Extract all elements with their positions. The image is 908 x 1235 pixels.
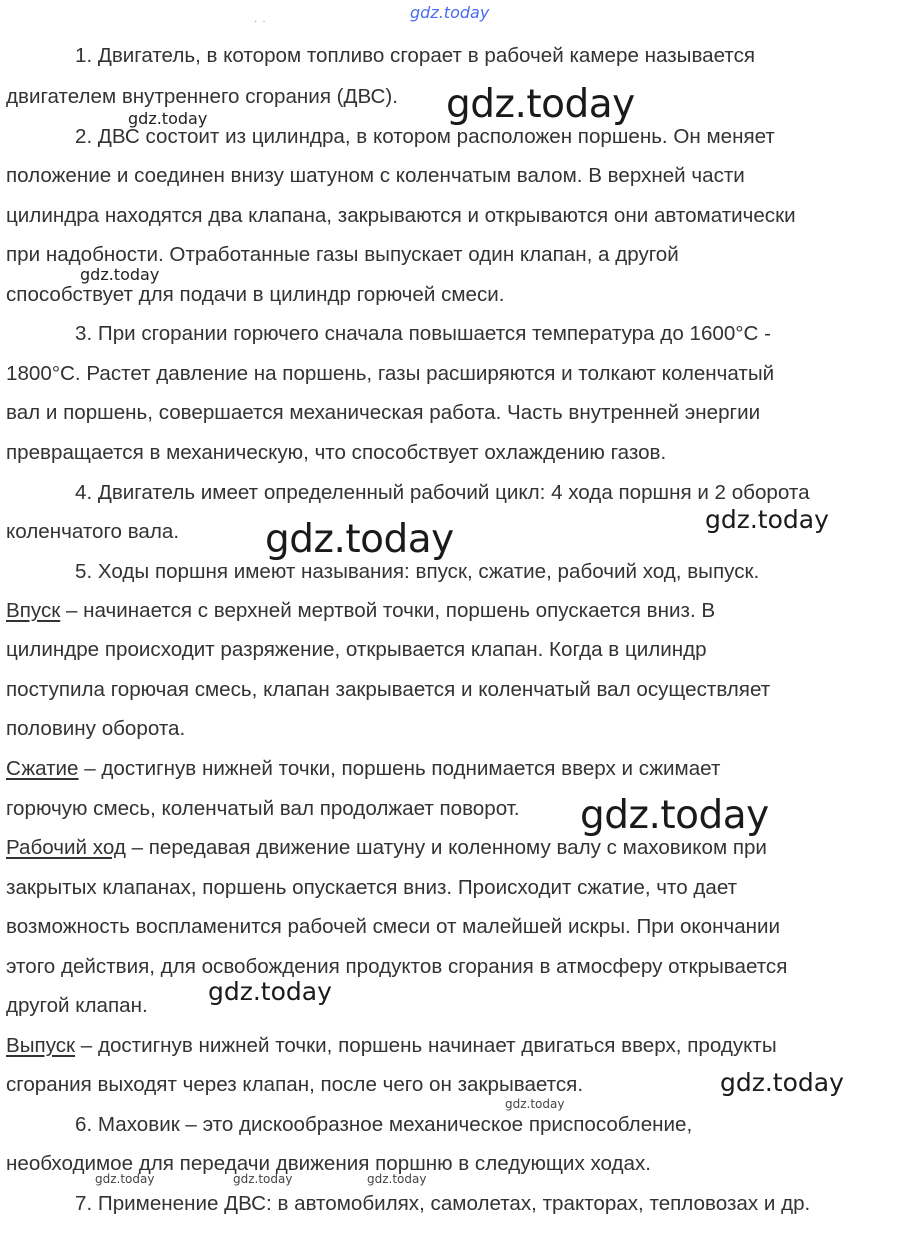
watermark: gdz.today — [233, 1172, 293, 1186]
paragraph-5-line-1: 5. Ходы поршня имеют называния: впуск, сжатие, рабочий ход, выпуск. — [75, 560, 760, 583]
watermark: gdz.today — [580, 793, 769, 838]
power-line-2: закрытых клапанах, поршень опускается вниз. Происходит сжатие, что дает — [6, 876, 738, 899]
exhaust-line-2: сгорания выходят через клапан, после чего он закрывается. — [6, 1073, 584, 1096]
decorative-dots: ·· — [254, 16, 271, 27]
paragraph-1-line-1: 1. Двигатель, в котором топливо сгорает в рабочей камере называется — [75, 44, 756, 67]
paragraph-7-line-1: 7. Применение ДВС: в автомобилях, самолетах, тракторах, тепловозах и др. — [75, 1192, 811, 1215]
watermark: gdz.today — [705, 505, 829, 534]
paragraph-3-line-2: 1800°С. Растет давление на поршень, газы расширяются и толкают коленчатый — [6, 362, 775, 385]
exhaust-text: – достигнув нижней точки, поршень начинает двигаться вверх, продукты — [75, 1034, 777, 1057]
paragraph-2-line-4: при надобности. Отработанные газы выпускает один клапан, а другой — [6, 243, 679, 266]
paragraph-4-line-1: 4. Двигатель имеет определенный рабочий цикл: 4 хода поршня и 2 оборота — [75, 481, 810, 504]
paragraph-3-line-3: вал и поршень, совершается механическая работа. Часть внутренней энергии — [6, 401, 761, 424]
watermark: gdz.today — [80, 265, 160, 284]
paragraph-6-line-1: 6. Маховик – это дискообразное механическое приспособление, — [75, 1113, 693, 1136]
watermark: gdz.today — [446, 82, 635, 127]
power-line-5: другой клапан. — [6, 994, 148, 1017]
exhaust-term: Выпуск — [6, 1034, 76, 1057]
compression-line-2: горючую смесь, коленчатый вал продолжает поворот. — [6, 797, 520, 820]
paragraph-2-line-3: цилиндра находятся два клапана, закрываются и открываются они автоматически — [6, 204, 796, 227]
watermark: gdz.today — [128, 109, 208, 128]
paragraph-6-line-2: необходимое для передачи движения поршню в следующих ходах. — [6, 1152, 652, 1175]
watermark: gdz.today — [720, 1068, 844, 1097]
paragraph-2-line-2: положение и соединен внизу шатуном с коленчатым валом. В верхней части — [6, 164, 745, 187]
power-line-1 — [6, 836, 904, 860]
watermark: gdz.today — [367, 1172, 427, 1186]
paragraph-1-line-2: двигателем внутреннего сгорания (ДВС). — [6, 85, 398, 108]
intake-line-1 — [6, 599, 904, 623]
watermark: gdz.today — [208, 977, 332, 1006]
paragraph-4-line-2: коленчатого вала. — [6, 520, 180, 543]
watermark: gdz.today — [505, 1097, 565, 1111]
power-term: Рабочий ход — [6, 836, 126, 859]
power-line-4: этого действия, для освобождения продуктов сгорания в атмосферу открывается — [6, 955, 788, 978]
intake-term: Впуск — [6, 599, 61, 622]
exhaust-line-1 — [6, 1034, 904, 1058]
watermark: gdz.today — [265, 517, 454, 562]
intake-line-3: поступила горючая смесь, клапан закрывается и коленчатый вал осуществляет — [6, 678, 771, 701]
watermark: gdz.today — [410, 3, 490, 22]
paragraph-3-line-1: 3. При сгорании горючего сначала повышается температура до 1600°С - — [75, 322, 771, 345]
paragraph-2-line-5: способствует для подачи в цилиндр горючей смеси. — [6, 283, 505, 306]
compression-term: Сжатие — [6, 757, 79, 780]
paragraph-3-line-4: превращается в механическую, что способствует охлаждению газов. — [6, 441, 667, 464]
power-text: – передавая движение шатуну и коленному валу с маховиком при — [125, 836, 767, 859]
power-line-3: возможность воспламенится рабочей смеси от малейшей искры. При окончании — [6, 915, 781, 938]
paragraph-2-line-1: 2. ДВС состоит из цилиндра, в котором расположен поршень. Он меняет — [75, 125, 775, 148]
watermark: gdz.today — [95, 1172, 155, 1186]
compression-text: – достигнув нижней точки, поршень поднимается вверх и сжимает — [78, 757, 721, 780]
intake-text: – начинается с верхней мертвой точки, поршень опускается вниз. В — [60, 599, 716, 622]
intake-line-4: половину оборота. — [6, 717, 186, 740]
compression-line-1 — [6, 757, 904, 781]
intake-line-2: цилиндре происходит разряжение, открывается клапан. Когда в цилиндр — [6, 638, 707, 661]
